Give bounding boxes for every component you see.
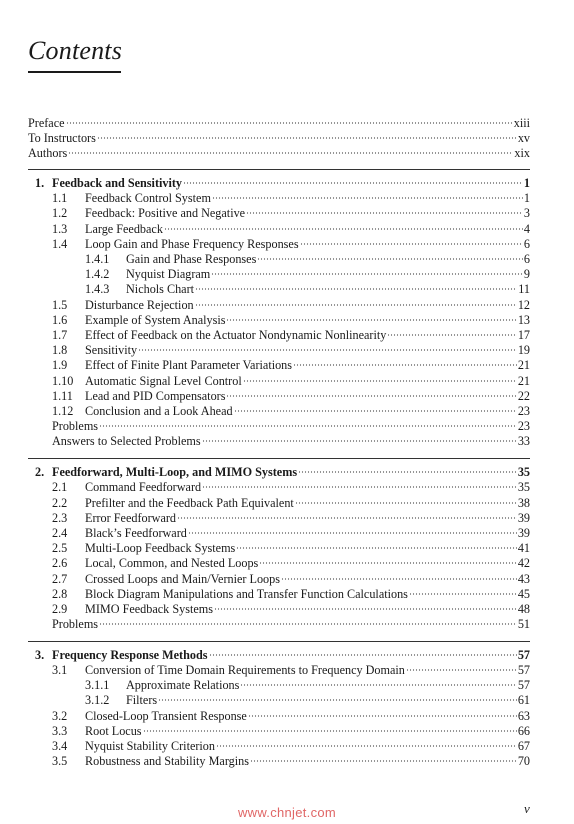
dot-leader — [202, 486, 517, 488]
entry-number: 1.9 — [52, 358, 68, 373]
entry-number: 2.5 — [52, 541, 68, 556]
entry-number: 2.6 — [52, 556, 68, 571]
entry-title: Block Diagram Manipulations and Transfer Function Calculations — [85, 586, 408, 601]
entry-page: 45 — [517, 586, 530, 601]
entry-number: 3.1.2 — [85, 693, 110, 708]
entry-page: 1 — [523, 176, 530, 190]
entry-number: 3.2 — [52, 708, 68, 723]
entry-page: 67 — [517, 739, 530, 753]
section-entry[interactable] — [52, 191, 530, 206]
entry-title: Conversion of Time Domain Requirements to Frequency Domain — [85, 663, 405, 677]
section-entry[interactable] — [52, 556, 530, 571]
entry-page: 11 — [518, 282, 530, 297]
section-entry[interactable] — [52, 343, 530, 358]
section-entry[interactable] — [52, 617, 530, 632]
entry-title: Filters — [126, 693, 158, 708]
entry-page: xv — [517, 131, 530, 146]
section-entry[interactable] — [52, 237, 530, 252]
entry-number: 2.3 — [52, 510, 68, 525]
entry-page: 70 — [517, 754, 530, 769]
entry-page: 42 — [517, 556, 530, 571]
entry-page: 51 — [517, 617, 530, 632]
entry-title: Feedback Control System — [85, 191, 211, 206]
entry-page: 39 — [517, 525, 530, 540]
section-entry[interactable] — [52, 313, 530, 328]
dot-leader — [257, 258, 523, 260]
entry-number: 1.8 — [52, 343, 68, 358]
entry-title: Automatic Signal Level Control — [85, 373, 242, 388]
entry-number: 2.8 — [52, 586, 68, 601]
entry-number: 2. — [35, 465, 45, 480]
dot-leader — [248, 715, 517, 717]
chapter-entry[interactable] — [35, 176, 530, 191]
entry-page: 22 — [517, 388, 530, 403]
entry-number: 1.4 — [52, 236, 68, 251]
dot-leader — [295, 502, 517, 504]
entry-title: Approximate Relations — [126, 678, 240, 693]
entry-page: xiii — [513, 116, 530, 130]
dot-leader — [143, 730, 517, 732]
entry-title: Crossed Loops and Main/Vernier Loops — [85, 571, 280, 586]
entry-title: Black’s Feedforward — [85, 525, 187, 540]
dot-leader — [243, 380, 517, 382]
entry-number: 1.11 — [52, 388, 73, 403]
entry-number: 2.7 — [52, 571, 68, 586]
entry-number: 1.1 — [52, 191, 68, 206]
chapter-entry[interactable] — [35, 465, 530, 480]
entry-page: 66 — [517, 723, 530, 738]
dot-leader — [226, 319, 516, 321]
entry-title: Closed-Loop Transient Response — [85, 708, 247, 723]
entry-title: Loop Gain and Phase Frequency Responses — [85, 236, 299, 251]
entry-page: 57 — [517, 678, 530, 693]
section-entry[interactable] — [52, 709, 530, 724]
dot-leader — [99, 425, 517, 427]
dot-leader — [406, 669, 517, 671]
entry-page: 19 — [517, 343, 530, 358]
page-title: Contents — [28, 36, 123, 65]
entry-title: Effect of Finite Plant Parameter Variations — [85, 358, 293, 373]
section-entry[interactable] — [52, 389, 530, 404]
entry-page: 21 — [517, 358, 530, 373]
dot-leader — [209, 654, 517, 656]
entry-page: 6 — [523, 236, 530, 251]
entry-title: Answers to Selected Problems — [52, 434, 201, 449]
dot-leader — [246, 212, 523, 214]
entry-number: 2.9 — [52, 601, 68, 616]
dot-leader — [195, 304, 517, 306]
entry-number: 1.5 — [52, 297, 68, 312]
dot-leader — [259, 562, 517, 564]
entry-title: Feedforward, Multi-Loop, and MIMO Systems — [52, 465, 298, 480]
entry-page: 6 — [523, 252, 530, 266]
dot-leader — [68, 152, 513, 154]
dot-leader — [212, 197, 523, 199]
entry-number: 3.3 — [52, 723, 68, 738]
entry-page: 21 — [517, 373, 530, 388]
entry-number: 1.4.3 — [85, 282, 110, 297]
dot-leader — [236, 547, 517, 549]
entry-page: 41 — [517, 541, 530, 556]
section-entry[interactable] — [52, 374, 530, 389]
section-entry[interactable] — [52, 222, 530, 237]
entry-title: Problems — [52, 419, 99, 434]
section-entry[interactable] — [52, 496, 530, 511]
entry-title: Nichols Chart — [126, 282, 195, 297]
entry-title: Sensitivity — [85, 343, 138, 358]
entry-number: 1.4.1 — [85, 252, 110, 266]
dot-leader — [99, 623, 517, 625]
front-matter-entry[interactable] — [28, 146, 530, 161]
entry-page: 43 — [517, 571, 530, 586]
entry-page: 48 — [517, 601, 530, 616]
title-underline — [28, 71, 121, 73]
dot-leader — [293, 364, 517, 366]
entry-number: 3.1.1 — [85, 678, 110, 693]
front-matter-entry[interactable] — [28, 131, 530, 146]
dot-leader — [226, 395, 516, 397]
entry-title: Feedback: Positive and Negative — [85, 206, 246, 221]
section-entry[interactable] — [52, 663, 530, 678]
entry-title: Lead and PID Compensators — [85, 388, 226, 403]
dot-leader — [164, 228, 523, 230]
entry-page: 35 — [517, 480, 530, 495]
dot-leader — [138, 349, 517, 351]
subsection-entry[interactable] — [85, 693, 530, 708]
entry-title: Disturbance Rejection — [85, 297, 194, 312]
entry-page: 23 — [517, 404, 530, 418]
entry-title: Robustness and Stability Margins — [85, 754, 249, 769]
dot-leader — [202, 440, 517, 442]
section-entry[interactable] — [52, 724, 530, 739]
entry-number: 3.4 — [52, 739, 68, 753]
entry-number: 1.7 — [52, 328, 68, 342]
section-entry[interactable] — [52, 480, 530, 495]
entry-page: 3 — [523, 206, 530, 221]
entry-number: 3.5 — [52, 754, 68, 769]
entry-title: Nyquist Stability Criterion — [85, 739, 215, 753]
dot-leader — [158, 699, 517, 701]
entry-number: 1.3 — [52, 221, 68, 236]
entry-page: 39 — [517, 510, 530, 525]
entry-page: 38 — [517, 495, 530, 510]
section-entry[interactable] — [52, 541, 530, 556]
dot-leader — [214, 608, 517, 610]
section-entry[interactable] — [52, 419, 530, 434]
chapter-divider — [28, 169, 530, 170]
dot-leader — [250, 760, 517, 762]
entry-title: To Instructors — [28, 131, 96, 146]
entry-number: 1. — [35, 176, 45, 190]
entry-title: Authors — [28, 146, 68, 161]
page-number: v — [524, 801, 530, 816]
entry-title: Example of System Analysis — [85, 312, 226, 327]
front-matter-entry[interactable] — [28, 116, 530, 131]
entry-page: 35 — [517, 465, 530, 480]
dot-leader — [188, 532, 517, 534]
entry-page: 23 — [517, 419, 530, 434]
entry-title: Preface — [28, 116, 65, 130]
entry-page: 61 — [517, 693, 530, 708]
chapter-entry[interactable] — [35, 648, 530, 663]
entry-page: 57 — [517, 663, 530, 677]
entry-title: Root Locus — [85, 723, 142, 738]
dot-leader — [211, 273, 523, 275]
entry-title: Local, Common, and Nested Loops — [85, 556, 259, 571]
section-entry[interactable] — [52, 511, 530, 526]
dot-leader — [195, 288, 517, 290]
section-entry[interactable] — [52, 404, 530, 419]
entry-title: MIMO Feedback Systems — [85, 601, 213, 616]
chapter-divider — [28, 641, 530, 642]
section-entry[interactable] — [52, 206, 530, 221]
entry-title: Multi-Loop Feedback Systems — [85, 541, 236, 556]
section-entry[interactable] — [52, 602, 530, 617]
subsection-entry[interactable] — [85, 267, 530, 282]
dot-leader — [177, 517, 517, 519]
dot-leader — [66, 122, 513, 124]
subsection-entry[interactable] — [85, 282, 530, 297]
subsection-entry[interactable] — [85, 252, 530, 267]
dot-leader — [97, 137, 517, 139]
entry-number: 1.10 — [52, 373, 74, 388]
entry-number: 1.2 — [52, 206, 68, 221]
entry-page: 12 — [517, 297, 530, 312]
entry-page: 63 — [517, 708, 530, 723]
dot-leader — [240, 684, 516, 686]
entry-title: Conclusion and a Look Ahead — [85, 404, 233, 418]
entry-title: Nyquist Diagram — [126, 267, 211, 282]
dot-leader — [387, 334, 516, 336]
entry-number: 1.6 — [52, 312, 68, 327]
entry-number: 1.12 — [52, 404, 74, 418]
watermark: www.chnjet.com — [237, 805, 337, 820]
entry-page: 13 — [517, 312, 530, 327]
entry-page: 1 — [523, 191, 530, 206]
dot-leader — [183, 182, 523, 184]
section-entry[interactable] — [52, 739, 530, 754]
section-entry[interactable] — [52, 572, 530, 587]
entry-number: 2.1 — [52, 480, 68, 495]
entry-page: 33 — [517, 434, 530, 449]
entry-number: 1.4.2 — [85, 267, 110, 282]
entry-page: xix — [514, 146, 530, 161]
entry-page: 17 — [517, 328, 530, 342]
entry-number: 3.1 — [52, 663, 68, 677]
section-entry[interactable] — [52, 526, 530, 541]
dot-leader — [234, 410, 517, 412]
chapter-divider — [28, 458, 530, 459]
entry-title: Large Feedback — [85, 221, 163, 236]
entry-title: Problems — [52, 617, 99, 632]
entry-title: Command Feedforward — [85, 480, 202, 495]
dot-leader — [300, 243, 523, 245]
entry-title: Gain and Phase Responses — [126, 252, 257, 266]
entry-title: Feedback and Sensitivity — [52, 176, 183, 190]
subsection-entry[interactable] — [85, 678, 530, 693]
entry-page: 9 — [523, 267, 530, 282]
entry-number: 3. — [35, 647, 45, 662]
dot-leader — [298, 471, 517, 473]
dot-leader — [409, 593, 517, 595]
dot-leader — [216, 745, 517, 747]
entry-page: 4 — [523, 221, 530, 236]
section-entry[interactable] — [52, 754, 530, 769]
entry-title: Effect of Feedback on the Actuator Nondynamic Nonlinearity — [85, 328, 387, 342]
section-entry[interactable] — [52, 434, 530, 449]
entry-title: Error Feedforward — [85, 510, 177, 525]
entry-number: 2.2 — [52, 495, 68, 510]
entry-number: 2.4 — [52, 525, 68, 540]
entry-page: 57 — [517, 647, 530, 662]
dot-leader — [281, 578, 517, 580]
section-entry[interactable] — [52, 298, 530, 313]
entry-title: Frequency Response Methods — [52, 647, 208, 662]
section-entry[interactable] — [52, 328, 530, 343]
section-entry[interactable] — [52, 587, 530, 602]
section-entry[interactable] — [52, 358, 530, 373]
entry-title: Prefilter and the Feedback Path Equivalent — [85, 495, 294, 510]
